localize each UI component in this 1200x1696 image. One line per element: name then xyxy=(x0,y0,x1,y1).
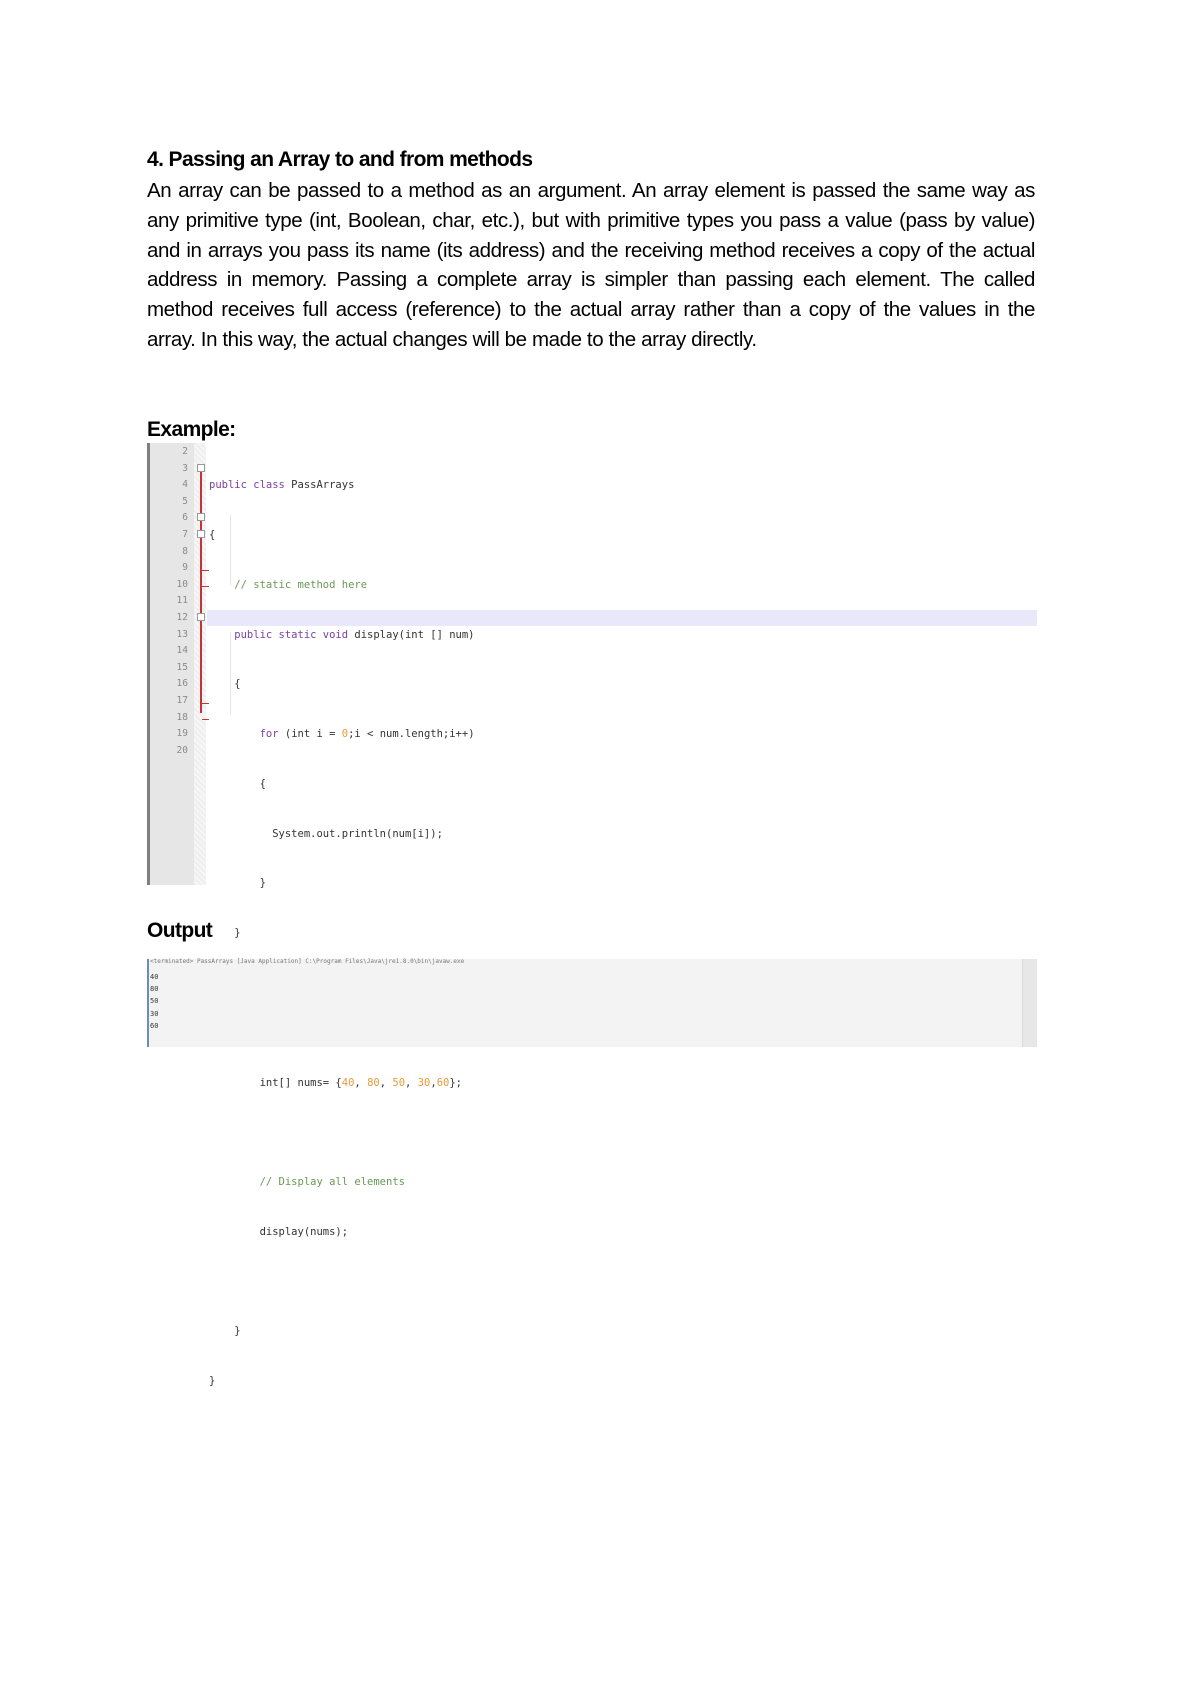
code-line-19: } xyxy=(209,1325,241,1338)
line-number: 5 xyxy=(182,495,188,507)
fold-end-tick xyxy=(202,570,209,571)
code-line-10: } xyxy=(209,877,266,890)
line-number: 15 xyxy=(176,661,188,673)
line-number: 2 xyxy=(182,446,188,457)
section-paragraph: An array can be passed to a method as an argument. An array element is passed the same way as any primitive type (int, Boolean, char, etc.), but with primitive types you pass a value (pass by value) and in arrays you pass its name (its address) and the receiving method receives a copy of the actual address in memory. Passing a complete array is simpler than passing each element. The called method receives full access (reference) to the actual array rather than a copy of the values in the array. In this way, the actual changes will be made to the array directly. xyxy=(147,179,1035,351)
line-numbers xyxy=(150,444,188,759)
line-number: 16 xyxy=(176,678,188,690)
line-number: 8 xyxy=(182,545,188,557)
console-scrollbar[interactable] xyxy=(1022,959,1037,1047)
fold-collapse-icon[interactable] xyxy=(197,464,205,472)
line-number: 6 xyxy=(182,512,188,524)
console-output-line: 30 xyxy=(150,1009,159,1018)
line-number: 13 xyxy=(176,628,188,640)
fold-collapse-icon[interactable] xyxy=(197,530,205,538)
code-line-16: // Display all elements xyxy=(209,1176,405,1189)
line-number: 4 xyxy=(182,479,188,491)
line-number: 17 xyxy=(176,694,188,706)
fold-collapse-icon[interactable] xyxy=(197,613,205,621)
line-number: 20 xyxy=(176,744,188,756)
fold-end-tick xyxy=(202,703,209,704)
line-number: 14 xyxy=(176,645,188,657)
line-number: 12 xyxy=(176,611,188,623)
line-number: 11 xyxy=(176,595,188,607)
line-number: 18 xyxy=(176,711,188,723)
code-line-17: display(nums); xyxy=(209,1225,349,1238)
code-line-18 xyxy=(209,1274,475,1291)
line-number: 19 xyxy=(176,728,188,740)
fold-end-tick xyxy=(202,586,209,587)
code-line-6: { xyxy=(209,678,241,691)
console-output-line: 60 xyxy=(150,1021,159,1030)
code-line-8: { xyxy=(209,777,266,790)
code-line-14: int[] nums= {40, 80, 50, 30,60}; xyxy=(209,1076,462,1089)
console-output-line: 80 xyxy=(150,985,159,994)
console-left-border xyxy=(147,959,149,1047)
line-number: 10 xyxy=(176,578,188,590)
console-output-lines[interactable] xyxy=(150,971,158,1032)
code-line-4: // static method here xyxy=(209,578,368,591)
console-output-line: 50 xyxy=(150,997,159,1006)
code-line-20: } xyxy=(209,1375,216,1388)
console-output-screenshot xyxy=(147,959,1037,1047)
example-label: Example: xyxy=(147,418,236,441)
fold-collapse-icon[interactable] xyxy=(197,513,205,521)
code-line-7: for (int i = 0;i < num.length;i++) xyxy=(209,728,475,741)
fold-bar-class xyxy=(200,464,202,713)
line-number: 3 xyxy=(182,462,188,474)
line-number: 9 xyxy=(182,562,188,574)
console-output-line: 40 xyxy=(150,973,159,981)
code-line-2: public class PassArrays xyxy=(209,479,355,492)
line-number: 7 xyxy=(182,528,188,540)
code-line-15 xyxy=(209,1124,475,1141)
output-label: Output xyxy=(147,919,213,942)
code-line-11: } xyxy=(209,927,241,940)
code-line-3: { xyxy=(209,528,216,541)
console-command-line: <terminated> PassArrays [Java Application] C:\Program Files\Java\jre1.8.0\bin\javaw.exe xyxy=(150,958,465,965)
code-line-9: System.out.println(num[i]); xyxy=(209,827,443,840)
fold-end-tick xyxy=(202,719,209,720)
code-text[interactable] xyxy=(209,444,475,1423)
code-line-5: public static void display(int [] num) xyxy=(209,628,475,641)
section-heading: 4. Passing an Array to and from methods xyxy=(147,148,533,171)
